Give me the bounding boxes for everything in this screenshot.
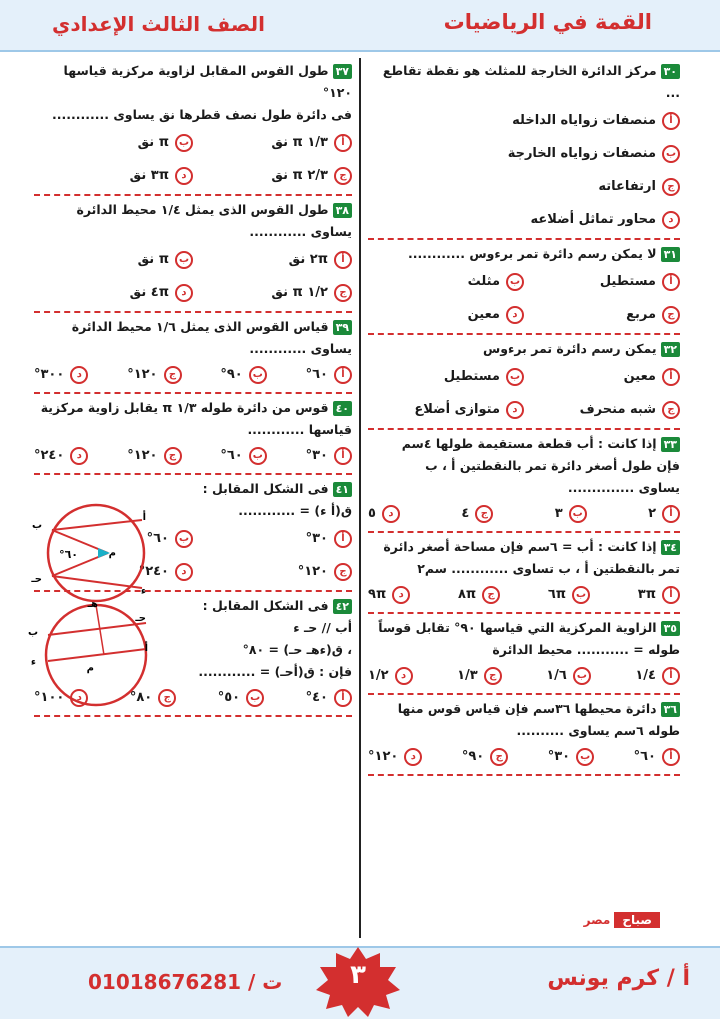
option-letter: د <box>662 211 680 229</box>
option-letter: ب <box>249 447 267 465</box>
question-number: ٣٤ <box>661 540 680 555</box>
options-row <box>368 580 680 610</box>
question-text-line: يساوى ............ <box>249 224 352 239</box>
question-text-line: فإن : ق(أحـ) = ............ <box>198 664 352 679</box>
answer-option[interactable] <box>368 137 680 170</box>
option-letter: أ <box>334 530 352 548</box>
options-row <box>368 661 680 691</box>
question-stem <box>368 243 680 265</box>
question-text: قوس من دائرة طوله ١/٣ π يقابل زاوية مركزية <box>40 400 329 415</box>
option-text: π نق <box>137 134 169 150</box>
question-text: قياس القوس الذى يمثل ١/٦ محيط الدائرة <box>71 319 329 334</box>
question-text: فى الشكل المقابل : <box>202 598 329 613</box>
answer-option[interactable] <box>34 360 88 390</box>
question-text: الزاوية المركزية التي قياسها ٩٠° تقابل قوساً <box>378 620 657 635</box>
option-text: ٣٠° <box>305 530 328 546</box>
question-number: ٤١ <box>333 482 352 497</box>
question-text: طول القوس الذى يمثل ١/٤ محيط الدائرة <box>76 202 329 217</box>
option-text: ٢٤٠° <box>138 563 169 579</box>
option-text: ١٢٠° <box>368 749 399 764</box>
option-text: ٢ <box>648 506 656 521</box>
answer-option[interactable] <box>461 499 493 529</box>
answer-option[interactable] <box>193 276 352 309</box>
option-letter: ب <box>506 273 524 291</box>
figure-41-circle <box>31 498 158 608</box>
question-text-line: ق(أ ء) = ............ <box>238 503 352 518</box>
option-text: ١٠٠° <box>34 690 65 705</box>
option-text: ١/٤ <box>635 668 656 683</box>
question-number: ٣١ <box>661 247 680 262</box>
option-text: شبه منحرف <box>579 401 656 417</box>
answer-option[interactable] <box>193 159 352 192</box>
option-text: ٣٠° <box>547 749 571 764</box>
answer-option[interactable] <box>524 393 680 426</box>
figure-point-label: ب <box>31 520 42 531</box>
answer-option[interactable] <box>368 393 524 426</box>
option-letter: ب <box>246 689 264 707</box>
question-stem <box>368 433 680 455</box>
question-text-line: طوله = ........... محيط الدائرة <box>492 642 680 657</box>
answer-option[interactable] <box>34 126 193 159</box>
question-number: ٣٦ <box>661 702 680 717</box>
option-letter: د <box>392 586 410 604</box>
question-separator <box>368 238 680 240</box>
answer-option[interactable] <box>34 276 193 309</box>
question-separator <box>368 693 680 695</box>
option-text: ١/٢ <box>368 668 389 683</box>
question-number: ٤٠ <box>333 401 352 416</box>
option-letter: د <box>382 505 400 523</box>
option-letter: ج <box>164 447 182 465</box>
options-row <box>368 265 680 298</box>
option-letter: أ <box>334 689 352 707</box>
question-4 <box>368 536 680 610</box>
option-letter: أ <box>662 112 680 130</box>
question-text-line: تمر بالنقطتين أ ، ب تساوى ............ سم٢ <box>417 561 680 576</box>
question-text-line: يساوى .............. <box>567 480 680 495</box>
option-letter: ب <box>573 667 591 685</box>
option-text: ٦٠° <box>633 749 656 764</box>
question-3 <box>34 397 352 471</box>
option-letter: أ <box>334 366 352 384</box>
answer-option[interactable] <box>524 265 680 298</box>
question-separator <box>34 194 352 196</box>
figure-point-label: ء <box>30 657 36 668</box>
question-number: ٣٩ <box>333 320 352 335</box>
question-2 <box>368 338 680 426</box>
option-text: ٨π <box>457 587 477 602</box>
question-number: ٣٠ <box>661 64 680 79</box>
options-row <box>368 393 680 426</box>
question-text: يمكن رسم دائرة تمر برءوس <box>482 341 657 356</box>
question-text: مركز الدائرة الخارجة للمثلث هو نقطة تقاطع ... <box>382 63 680 100</box>
question-number: ٣٧ <box>333 64 352 79</box>
answer-option[interactable] <box>193 522 352 555</box>
option-letter: ج <box>482 586 500 604</box>
options-row <box>34 159 352 192</box>
option-letter: أ <box>662 586 680 604</box>
answer-option[interactable] <box>368 499 400 529</box>
option-letter: ب <box>572 586 590 604</box>
answer-option[interactable] <box>220 441 266 471</box>
option-letter: ج <box>334 563 352 581</box>
answer-option[interactable] <box>548 742 594 772</box>
left-column <box>27 60 352 720</box>
option-letter: أ <box>662 667 680 685</box>
option-text: منصفات زواياه الداخله <box>512 112 656 128</box>
figure-point-label: م <box>86 663 94 674</box>
answer-option[interactable] <box>546 661 591 691</box>
option-text: مستطيل <box>443 368 500 384</box>
question-0 <box>368 60 680 236</box>
answer-option[interactable] <box>462 742 508 772</box>
column-divider <box>359 58 361 938</box>
option-text: ٩٠° <box>220 367 243 382</box>
question-stem <box>34 478 352 500</box>
question-text-line: فى دائرة طول نصف قطرها نق يساوى ............ <box>52 107 352 122</box>
answer-option[interactable] <box>368 360 524 393</box>
answer-option[interactable] <box>457 661 502 691</box>
option-text: ٦π <box>547 587 567 602</box>
subject-title: القمة في الرياضيات <box>443 10 652 34</box>
figure-point-label: أ <box>142 512 146 523</box>
header-divider <box>0 50 720 52</box>
option-letter: ب <box>506 368 524 386</box>
options-row <box>34 360 352 390</box>
question-2 <box>34 316 352 390</box>
answer-option[interactable] <box>220 360 266 390</box>
option-text: ١/٢ π نق <box>271 284 328 300</box>
figure-42-circle <box>27 599 164 711</box>
answer-option[interactable] <box>368 104 680 137</box>
answer-option[interactable] <box>368 265 524 298</box>
right-column <box>368 60 680 779</box>
answer-option[interactable] <box>218 683 264 713</box>
options-row <box>368 360 680 393</box>
option-letter: ب <box>175 251 193 269</box>
question-text: طول القوس المقابل لزاوية مركزية قياسها ١٢٠° <box>63 63 352 100</box>
question-separator <box>368 531 680 533</box>
option-letter: د <box>70 689 88 707</box>
figure-point-label: م <box>108 548 116 559</box>
option-letter: أ <box>662 505 680 523</box>
question-number: ٣٣ <box>661 437 680 452</box>
option-text: ١/٣ <box>457 668 478 683</box>
question-stem <box>368 536 680 558</box>
option-letter: ج <box>334 284 352 302</box>
question-number: ٤٢ <box>333 599 352 614</box>
option-letter: ب <box>249 366 267 384</box>
page-header <box>0 0 720 50</box>
answer-option[interactable] <box>524 360 680 393</box>
option-text: ٣π <box>637 587 656 602</box>
question-text: دائرة محيطها ٣٦سم فإن قياس قوس منها <box>397 701 657 716</box>
option-text: ٦٠° <box>220 448 243 463</box>
question-text-line: يساوى ............ <box>249 341 352 356</box>
options-row <box>34 276 352 309</box>
option-letter: ب <box>576 748 594 766</box>
question-text: لا يمكن رسم دائرة تمر برءوس ............ <box>408 246 657 261</box>
answer-option[interactable] <box>368 203 680 236</box>
option-text: مستطيل <box>599 273 656 289</box>
option-letter: ب <box>662 145 680 163</box>
option-letter: ج <box>490 748 508 766</box>
option-text: ١/٦ <box>546 668 567 683</box>
answer-option[interactable] <box>306 441 352 471</box>
option-text: ٤ <box>461 506 470 521</box>
question-text-line: فإن طول أصغر دائرة تمر بالنقطتين أ ، ب <box>425 458 680 473</box>
options-row <box>34 126 352 159</box>
figure-point-label: أ <box>144 643 148 654</box>
option-letter: ب <box>175 530 193 548</box>
question-6 <box>368 698 680 772</box>
option-letter: ب <box>175 134 193 152</box>
question-1 <box>368 243 680 331</box>
figure-point-label: حـ <box>31 574 42 585</box>
answer-option[interactable] <box>368 580 410 610</box>
option-text: معين <box>467 306 500 322</box>
answer-option[interactable] <box>635 661 680 691</box>
option-text: ارتفاعاته <box>598 178 656 194</box>
answer-option[interactable] <box>458 580 500 610</box>
option-letter: د <box>70 447 88 465</box>
option-letter: أ <box>662 748 680 766</box>
question-separator <box>34 392 352 394</box>
option-text: ٩π <box>368 587 387 602</box>
question-stem <box>34 199 352 221</box>
option-letter: ج <box>662 401 680 419</box>
question-separator <box>368 612 680 614</box>
options-row <box>34 441 352 471</box>
option-letter: ج <box>475 505 493 523</box>
page-number: ٣ <box>350 960 366 990</box>
question-separator <box>368 774 680 776</box>
options-row <box>368 742 680 772</box>
question-separator <box>368 333 680 335</box>
question-text-line: أب // حـ ء <box>293 620 352 635</box>
answer-option[interactable] <box>306 683 352 713</box>
question-stem <box>34 397 352 419</box>
answer-option[interactable] <box>638 580 680 610</box>
option-letter: د <box>506 401 524 419</box>
answer-option[interactable] <box>524 298 680 331</box>
answer-option[interactable] <box>34 243 193 276</box>
option-text: ٥٠° <box>217 690 241 705</box>
option-text: π نق <box>137 251 169 267</box>
answer-option[interactable] <box>368 661 413 691</box>
option-letter: د <box>395 667 413 685</box>
phone-number: ت / 01018676281 <box>88 970 283 994</box>
option-text: ٣π نق <box>129 167 169 183</box>
figure-point-label: ب <box>27 627 38 638</box>
answer-option[interactable] <box>368 742 422 772</box>
question-separator <box>34 715 352 717</box>
answer-option[interactable] <box>34 441 88 471</box>
answer-option[interactable] <box>306 360 352 390</box>
option-text: ٢π نق <box>288 251 328 267</box>
question-number: ٣٥ <box>661 621 680 636</box>
figure-point-label: هـ <box>87 599 98 610</box>
option-letter: ب <box>569 505 587 523</box>
answer-option[interactable] <box>548 580 590 610</box>
question-separator <box>34 311 352 313</box>
option-text: ٩٠° <box>461 749 485 764</box>
answer-option[interactable] <box>368 298 524 331</box>
option-letter: أ <box>662 368 680 386</box>
option-text: محاور تماثل أضلاعه <box>530 211 656 227</box>
option-text: ٤٠° <box>305 690 328 705</box>
option-letter: ج <box>662 178 680 196</box>
option-text: ٦٠° <box>305 367 328 382</box>
option-letter: د <box>506 306 524 324</box>
option-text: ٣٠° <box>305 448 328 463</box>
grade-title: الصف الثالث الإعدادي <box>52 12 265 36</box>
option-text: معين <box>623 368 656 384</box>
question-4 <box>31 478 352 597</box>
answer-option[interactable] <box>368 170 680 203</box>
question-number: ٣٨ <box>333 203 352 218</box>
figure-point-label: حـ <box>135 613 146 624</box>
option-letter: د <box>404 748 422 766</box>
teacher-name: أ / كرم يونس <box>547 966 690 991</box>
option-letter: ج <box>662 306 680 324</box>
question-stem <box>34 316 352 338</box>
figure-point-label: ء <box>140 586 146 597</box>
question-text: إذا كانت : أب = ٦سم فإن مساحة أصغر دائرة <box>383 539 657 554</box>
option-text: ٢/٣ π نق <box>271 167 328 183</box>
figure-angle-label: ٦٠° <box>59 548 78 561</box>
option-text: ٣ <box>554 506 563 521</box>
option-text: ٥ <box>368 506 376 521</box>
question-text-line: ، ق(ءهـ حـ) = ٨٠° <box>242 642 352 657</box>
options-row <box>34 243 352 276</box>
option-letter: أ <box>334 134 352 152</box>
option-text: متوازى أضلاع <box>414 401 500 417</box>
answer-option[interactable] <box>555 499 587 529</box>
answer-option[interactable] <box>193 243 352 276</box>
watermark-logo: صباحمصر <box>550 912 660 934</box>
question-text: إذا كانت : أب قطعة مستقيمة طولها ٤سم <box>401 436 657 451</box>
options-row <box>368 499 680 529</box>
option-letter: ج <box>164 366 182 384</box>
option-text: ٢٤٠° <box>34 448 65 463</box>
option-letter: د <box>175 563 193 581</box>
answer-option[interactable] <box>634 742 680 772</box>
option-text: مربع <box>626 306 656 322</box>
option-letter: ج <box>484 667 502 685</box>
question-text-line: طوله ٦سم يساوى .......... <box>516 723 680 738</box>
option-letter: أ <box>334 447 352 465</box>
answer-option[interactable] <box>34 159 193 192</box>
question-3 <box>368 433 680 529</box>
question-separator <box>34 473 352 475</box>
option-letter: أ <box>662 273 680 291</box>
options-row <box>368 298 680 331</box>
answer-option[interactable] <box>127 360 181 390</box>
question-5 <box>27 595 352 713</box>
question-0 <box>34 60 352 192</box>
question-separator <box>368 428 680 430</box>
question-stem <box>34 60 352 104</box>
option-letter: ج <box>334 167 352 185</box>
option-text: ٨٠° <box>129 690 153 705</box>
option-letter: د <box>175 284 193 302</box>
question-text-line: قياسها ............ <box>247 422 352 437</box>
answer-option[interactable] <box>193 126 352 159</box>
question-stem <box>368 698 680 720</box>
question-stem <box>368 60 680 104</box>
question-1 <box>34 199 352 309</box>
option-text: ١٢٠° <box>297 563 328 579</box>
question-stem <box>368 617 680 639</box>
answer-option[interactable] <box>127 441 181 471</box>
option-text: ٦٠° <box>146 530 169 546</box>
option-text: مثلث <box>467 273 500 289</box>
question-5 <box>368 617 680 691</box>
option-text: ١/٣ π نق <box>271 134 328 150</box>
option-text: ١٢٠° <box>127 448 158 463</box>
option-letter: أ <box>334 251 352 269</box>
answer-option[interactable] <box>193 555 352 588</box>
option-text: ١٢٠° <box>127 367 158 382</box>
option-text: ٤π نق <box>129 284 169 300</box>
option-letter: د <box>175 167 193 185</box>
option-letter: د <box>70 366 88 384</box>
option-text: ٣٠٠° <box>34 367 65 382</box>
option-letter: ج <box>158 689 176 707</box>
answer-option[interactable] <box>648 499 680 529</box>
question-stem <box>368 338 680 360</box>
question-text: فى الشكل المقابل : <box>202 481 329 496</box>
question-number: ٣٢ <box>661 342 680 357</box>
option-text: منصفات زواياه الخارجة <box>507 145 656 161</box>
